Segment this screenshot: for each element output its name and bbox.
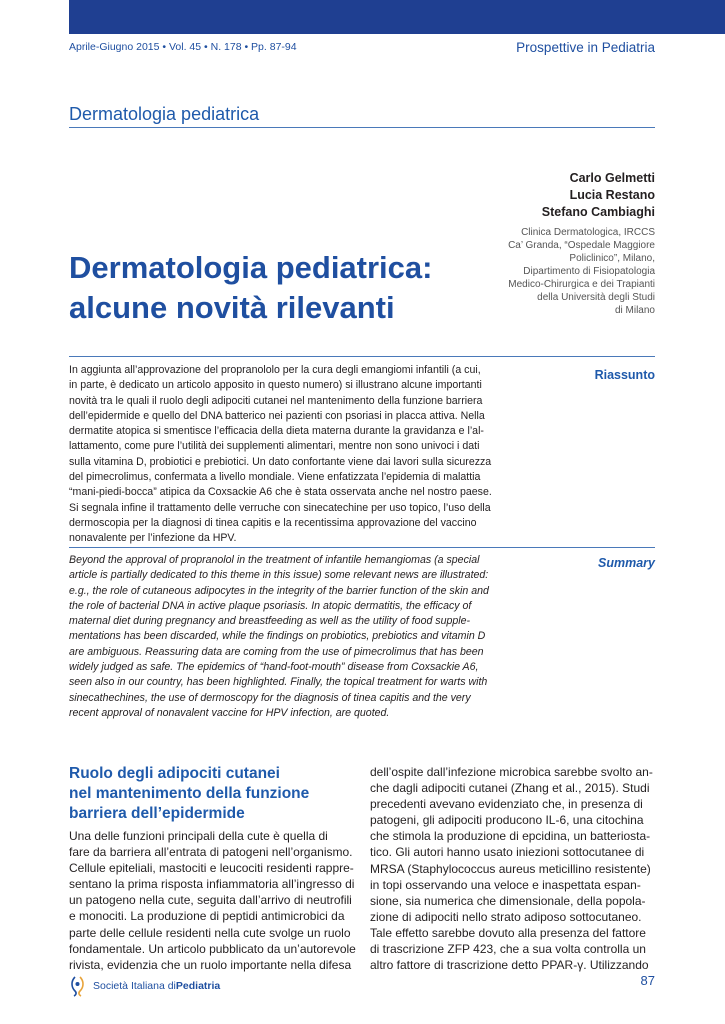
body-line: un patogeno nella cute, seguita dall’arrivo di neutrofili [69,893,352,908]
sip-logo [69,975,220,997]
summary-line: article is partially dedicated to this theme in this issue) some relevant news are illustrated: [69,569,489,582]
summary-line: e.g., the role of cutaneous adipocytes in the integrity of the barrier function of the skin and [69,584,489,597]
title-line: alcune novità rilevanti [69,290,395,325]
summary-line: seen also in our country, has been highlighted. Finally, the topical treatment for warts with [69,676,488,689]
body-line: tico. Gli autori hanno usato iniezioni sottocutanee di [370,845,645,860]
riassunto-line: dermatite atopica si smentisce l’efficacia della dieta materna durante la gravidanza e l’al- [69,425,484,438]
body-line: altro fattore di trascrizione detto PPAR-γ. Utilizzando [370,958,649,973]
riassunto-line: In aggiunta all’approvazione del propranololo per la cura degli emangiomi infantili (a cui, [69,364,481,376]
heading-line: nel mantenimento della funzione [69,785,310,802]
body-line: e monociti. La produzione di peptidi antimicrobici da [69,909,345,924]
affiliation-line: Policlinico”, Milano, [569,253,655,264]
journal-name: Prospettive in Pediatria [516,40,655,55]
riassunto-rule [69,356,655,357]
body-line: parte delle cellule residenti nella cute svolge un ruolo [69,925,351,940]
section-rule [69,127,655,128]
page-number: 87 [640,973,655,988]
summary-label: Summary [598,556,655,570]
summary-line: are ambiguous. Reassuring data are coming from the use of pimecrolimus that has been [69,645,484,658]
body-line: zione di adipociti nello strato adiposo sottocutaneo. [370,909,642,924]
body-line: sentano la prima risposta infiammatoria all’ingresso di [69,877,355,892]
riassunto-line: dell’epidermide e quello del DNA batterico nei pazienti con psoriasi in placca attiva. Nella [69,409,485,422]
body-line: di trascrizione ZFP 423, che a sua volta controlla un [370,942,646,957]
body-column-left [69,828,356,973]
body-line: Cellule epiteliali, mastociti e leucociti residenti rappre- [69,861,354,876]
affiliation-line: Ca’ Granda, “Ospedale Maggiore [508,240,655,251]
author-name: Lucia Restano [569,188,655,202]
author-name: Carlo Gelmetti [569,171,655,185]
issue-info: Aprile-Giugno 2015 • Vol. 45 • N. 178 • Pp. 87-94 [69,41,297,53]
riassunto-line: nonavalente per l’infezione da HPV. [69,532,237,545]
body-line: sione, sia numerica che dimensionale, della popola- [370,893,646,908]
affiliation-line: Dipartimento di Fisiopatologia [523,266,655,277]
riassunto-text [69,363,501,547]
author-list [542,170,655,221]
riassunto-label: Riassunto [594,368,655,382]
riassunto-line: lattamento, come pure l’utilità dei supplementi alimentari, mentre non sono univoci i dati [69,440,480,453]
summary-line: maternal diet during pregnancy and breastfeeding as well as the utility of food supple- [69,615,471,628]
affiliation [445,226,655,317]
body-line: precedenti avevano evidenziato che, in presenza di [370,797,643,812]
body-line: rivista, evidenzia che un ruolo importante nella difesa [69,957,352,972]
summary-line: recent approval of nonavalent vaccine for HPV infection, are quoted. [69,706,390,719]
article-title [69,248,432,328]
title-line: Dermatologia pediatrica: [69,250,433,285]
summary-text [69,553,501,721]
riassunto-line: del pimecrolimus, confermata a livello mondiale. Viene enfatizzata l’epidemia di malattia [69,471,481,484]
body-column-right [370,764,657,973]
body-line: che stimola la produzione di epcidina, un batteriosta- [370,829,651,844]
affiliation-line: Clinica Dermatologica, IRCCS [521,227,655,238]
body-line: fare da barriera all’entrata di patogeni nell’organismo. [69,845,353,860]
sip-emblem-icon [69,975,87,997]
affiliation-line: di Milano [614,305,655,316]
riassunto-line: “mani-piedi-bocca” atipica da Coxsackie A6 che è stata osservata anche nel nostro paese. [69,486,492,499]
riassunto-line: dermoscopia per la diagnosi di tinea capitis e la recentissima approvazione del vaccino [69,516,477,529]
body-line: fondamentale. Un articolo pubblicato da un’autorevole [69,941,356,956]
body-line: che dagli adipociti cutanei (Zhang et al., 2015). Studi [370,781,650,796]
section-title: Dermatologia pediatrica [69,104,260,124]
summary-line: Beyond the approval of propranolol in the treatment of infantile hemangiomas (a special [69,554,480,566]
body-line: MRSA (Staphylococcus aureus meticillino resistente) [370,861,651,876]
body-line: dell’ospite dall’infezione microbica sarebbe svolto an- [370,765,653,779]
body-heading [69,764,356,824]
summary-line: sinecathechines, the use of dermoscopy for the diagnosis of tinea capitis and the very [69,691,471,704]
body-line: in topi osservando una veloce e inaspettata espan- [370,877,641,892]
affiliation-line: Medico-Chirurgica e dei Trapianti [508,279,655,290]
body-line: patogeni, gli adipociti producono IL-6, una citochina [370,813,644,828]
heading-line: barriera dell’epidermide [69,805,245,822]
riassunto-line: Si segnala infine il trattamento delle verruche con sinecatechine per uso topico, l’uso della [69,501,491,514]
riassunto-line: sulla vitamina D, probiotici e prebiotici. Un dato confortante viene dai lavori sulla sicurezza [69,455,492,468]
affiliation-line: della Università degli Studi [537,292,655,303]
summary-line: mentations has been discarded, while the findings on probiotics, prebiotics and vitamin D [69,630,486,643]
summary-line: the role of bacterial DNA in active plaque psoriasis. In atopic dermatitis, the efficacy of [69,599,472,612]
heading-line: Ruolo degli adipociti cutanei [69,765,280,782]
riassunto-line: in parte, è dedicato un articolo apposito in questo numero) si illustrano alcune importanti [69,379,482,392]
sip-logo-bold: Pediatria [175,980,221,992]
body-line: Tale effetto sarebbe dovuto alla presenza del fattore [370,925,646,940]
sip-logo-text: Società Italiana di [93,980,176,992]
author-name: Stefano Cambiaghi [541,205,655,219]
riassunto-line: novità tra le quali il ruolo degli adipociti cutanei nel mantenimento della funzione barriera [69,394,483,407]
summary-rule [69,547,655,548]
body-line: Una delle funzioni principali della cute è quella di [69,829,328,843]
summary-line: widely judged as safe. The epidemics of “hand-foot-mouth” disease from Coxsackie A6, [69,661,479,674]
top-color-bar [69,0,725,34]
